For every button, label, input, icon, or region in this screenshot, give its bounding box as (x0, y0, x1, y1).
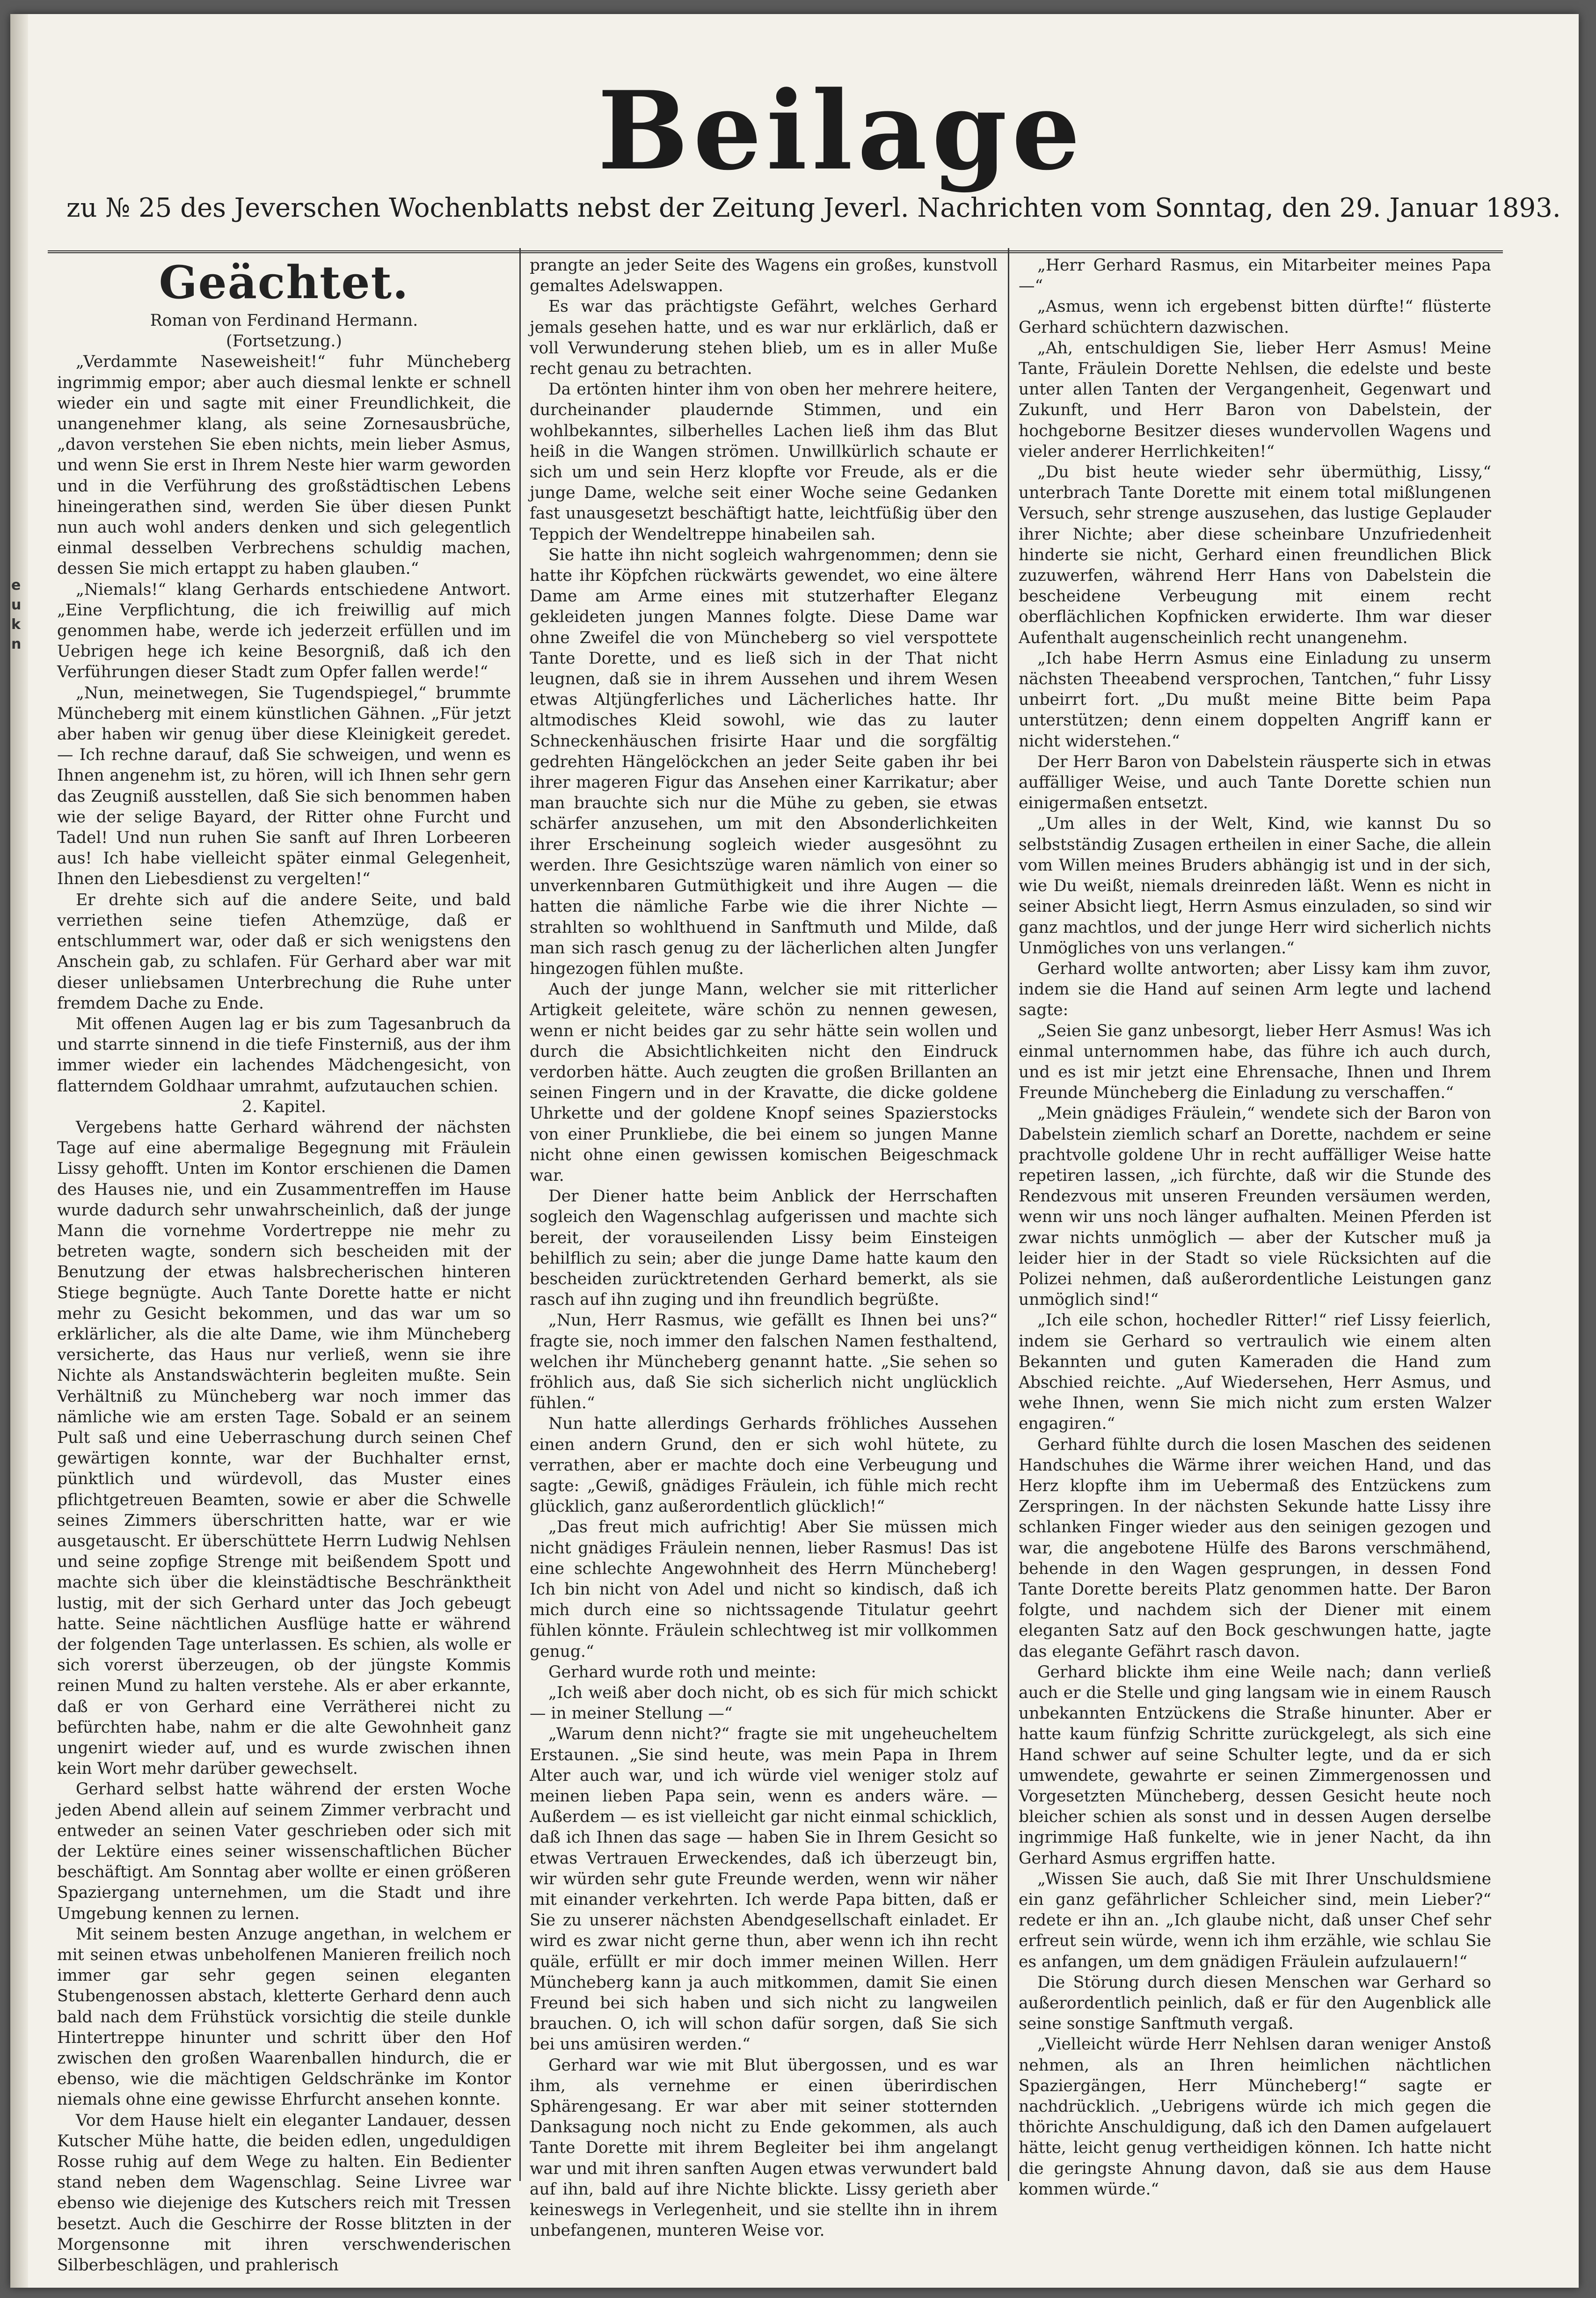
paragraph: Die Störung durch diesen Menschen war Gerhard so außerordentlich peinlich, daß er für den Augenblick alle seine sonstige Sanftmuth vergaß. (1019, 1973, 1491, 2034)
chapter-heading: 2. Kapitel. (242, 1097, 326, 1116)
article-continuation: (Fortsetzung.) (226, 332, 342, 351)
header-rule (48, 250, 1503, 253)
column-divider-2 (1008, 248, 1009, 2181)
paragraph: Mit seinem besten Anzuge angethan, in welchem er mit seinen etwas unbeholfenen Manieren freilich noch immer gar sehr gegen seinen eleganten Stubengenossen abstach, kletterte Gerhard denn auch bald nach dem Frühstück vorsichtig die steile dunkle Hintertreppe hinunter und schritt über den Hof zwischen den großen Waarenballen hindurch, die er ebenso, wie die mächtigen Geldschränke im Kontor niemals ohne eine gewisse Ehrfurcht ansehen konnte. (57, 1925, 511, 2109)
paragraph: „Nun, Herr Rasmus, wie gefällt es Ihnen bei uns?“ fragte sie, noch immer den falschen Namen festhaltend, welchen ihr Müncheberg genannt hatte. „Sie sehen so fröhlich aus, daß Sie sich sicherlich nicht unglücklich fühlen.“ (530, 1311, 998, 1413)
adjacent-page-fragment: e u k n (11, 577, 22, 652)
paragraph: „Warum denn nicht?“ fragte sie mit ungeheucheltem Erstaunen. „Sie sind heute, was mein Papa in Ihrem Alter auch war, und ich würde viel weniger stolz auf meinen lieben Papa sein, wenn es anders wäre. — Außerdem — es ist vielleicht gar nicht einmal schicklich, daß ich Ihnen das sage — haben Sie in Ihrem Gesicht so etwas Vertrauen Erweckendes, daß ich überzeugt bin, wir würden sehr gute Freunde werden, wenn wir näher mit einander verkehrten. Ich werde Papa bitten, daß er Sie zu unserer nächsten Abendgesellschaft einladet. Er wird es zwar nicht gerne thun, aber wenn ich ihn recht quäle, erfüllt er mir doch immer meinen Willen. Herr Müncheberg kann ja auch mitkommen, damit Sie einen Freund bei sich haben und sich nicht zu langweilen brauchen. O, ich will schon dafür sorgen, daß Sie sich bei uns amüsiren werden.“ (530, 1725, 998, 2054)
paragraph: prangte an jeder Seite des Wagens ein großes, kunstvoll gemaltes Adelswappen. (530, 256, 998, 296)
column-3 (1019, 255, 1491, 2199)
paragraph: Nun hatte allerdings Gerhards fröhliches Aussehen einen andern Grund, den er sich wohl hütete, zu verrathen, aber er machte doch eine Verbeugung und sagte: „Gewiß, gnädiges Fräulein, ich fühle mich recht glücklich, ganz außerordentlich glücklich!“ (530, 1414, 998, 1516)
paragraph: Gerhard wurde roth und meinte: (548, 1662, 816, 1682)
column-2 (530, 255, 998, 2240)
paragraph: „Herr Gerhard Rasmus, ein Mitarbeiter meines Papa —“ (1019, 256, 1491, 296)
paragraph: „Ah, entschuldigen Sie, lieber Herr Asmus! Meine Tante, Fräulein Dorette Nehlsen, die edelste und beste unter allen Tanten der Vergangenheit, Gegenwart und Zukunft, und Herr Baron von Dabelstein, der hochgeborne Besitzer dieses wundervollen Wagens und vieler anderer Herrlichkeiten!“ (1019, 338, 1491, 461)
masthead-subline: zu № 25 des Jeverschen Wochenblatts nebst der Zeitung Jeverl. Nachrichten vom Sonntag, den 29. Januar 1893. (66, 193, 1561, 223)
masthead-title: Beilage (598, 68, 1085, 194)
article-title: Geächtet. (159, 256, 409, 309)
paragraph: „Niemals!“ klang Gerhards entschiedene Antwort. „Eine Verpflichtung, die ich freiwillig auf mich genommen habe, werde ich jederzeit erfüllen und im Uebrigen hege ich keine Besorgniß, daß ich den Verführungen dieser Stadt zum Opfer fallen werde!“ (57, 580, 511, 682)
paragraph: Gerhard selbst hatte während der ersten Woche jeden Abend allein auf seinem Zimmer verbracht und entweder an seinen Vater geschrieben oder sich mit der Lektüre eines seiner wissenschaftlichen Bücher beschäftigt. Am Sonntag aber wollte er einen größeren Spaziergang unternehmen, um die Stadt und ihre Umgebung kennen zu lernen. (57, 1780, 511, 1923)
paragraph: Gerhard fühlte durch die losen Maschen des seidenen Handschuhes die Wärme ihrer weichen Hand, und das Herz klopfte ihm im Uebermaß des Entzückens zum Zerspringen. In der nächsten Sekunde hatte Lissy ihre schlanken Finger wieder aus den seinigen gezogen und war, die angebotene Hülfe des Barons verschmähend, behende in den Wagen gesprungen, in dessen Fond Tante Dorette bereits Platz genommen hatte. Der Baron folgte, und nachdem sich der Diener mit einem eleganten Satz auf den Bock geschwungen hatte, jagte das elegante Gefährt rasch davon. (1019, 1435, 1491, 1661)
paragraph: „Ich habe Herrn Asmus eine Einladung zu unserm nächsten Theeabend versprochen, Tantchen,“ fuhr Lissy unbeirrt fort. „Du mußt meine Bitte beim Papa unterstützen; denn einem doppelten Angriff kann er nicht widerstehen.“ (1019, 649, 1491, 751)
paragraph: Gerhard war wie mit Blut übergossen, und es war ihm, als vernehme er einen überirdischen Sphärengesang. Er war aber mit seiner stotternden Danksagung noch nicht zu Ende gekommen, als auch Tante Dorette mit ihrem Begleiter bei ihm angelangt war und mit ihren sanften Augen etwas verwundert bald auf ihn, bald auf ihre Nichte blickte. Lissy gerieth aber keineswegs in Verlegenheit, und sie stellte ihn in ihrem unbefangenen, munteren Weise vor. (530, 2056, 998, 2240)
paragraph: Mit offenen Augen lag er bis zum Tagesanbruch da und starrte sinnend in die tiefe Finsterniß, aus der ihm immer wieder ein lachendes Mädchengesicht, von flatterndem Goldhaar umrahmt, aufzutauchen schien. (57, 1014, 511, 1096)
paragraph: Vergebens hatte Gerhard während der nächsten Tage auf eine abermalige Begegnung mit Fräulein Lissy gehofft. Unten im Kontor erschienen die Damen des Hauses nie, und ein Zusammentreffen im Hause wurde dadurch sehr unwahrscheinlich, daß der junge Mann die vornehme Vordertreppe nie mehr zu betreten wagte, sondern sich bescheiden mit der Benutzung der etwas halsbrecherischen hinteren Stiege begnügte. Auch Tante Dorette hatte er nicht mehr zu Gesicht bekommen, und das war um so erklärlicher, als die alte Dame, wie ihm Müncheberg versicherte, das Haus nur verließ, wenn sie ihre Nichte als Anstandswächterin begleiten mußte. Sein Verhältniß zu Müncheberg war noch immer das nämliche wie am ersten Tage. Sobald er an seinem Pult saß und eine Ueberraschung durch seinen Chef gewärtigen konnte, war der Buchhalter ernst, pünktlich und würdevoll, das Muster eines pflichtgetreuen Beamten, sowie er aber die Schwelle seines Zimmers überschritten hatte, war er wie ausgetauscht. Er überschüttete Herrn Ludwig Nehlsen und seine zopfige Strenge mit beißendem Spott und machte sich über die kleinstädtische Beschränktheit lustig, mit der sich Gerhard unter das Joch gebeugt hatte. Seine nächtlichen Ausflüge hatte er während der folgenden Tage unterlassen. Es schien, als wolle er sich vorerst überzeugen, ob der jüngste Kommis reinen Mund zu halten verstehe. Als er aber erkannte, daß er von Gerhard eine Verrätherei nicht zu befürchten habe, nahm er die alte Gewohnheit ganz ungenirt wieder auf, und es wurde zwischen ihnen kein Wort mehr darüber gewechselt. (57, 1118, 511, 1778)
paragraph: „Asmus, wenn ich ergebenst bitten dürfte!“ flüsterte Gerhard schüchtern dazwischen. (1019, 297, 1491, 337)
paragraph: „Seien Sie ganz unbesorgt, lieber Herr Asmus! Was ich einmal unternommen habe, das führe ich auch durch, und es ist mir jetzt eine Ehrensache, Ihnen und Ihrem Freunde Müncheberg die Einladung zu verschaffen.“ (1019, 1021, 1491, 1103)
paragraph: „Wissen Sie auch, daß Sie mit Ihrer Unschuldsmiene ein ganz gefährlicher Schleicher sind, mein Lieber?“ redete er ihn an. „Ich glaube nicht, daß unser Chef sehr erfreut sein würde, wenn ich ihm erzähle, wie schlau Sie es anfangen, um dem gnädigen Fräulein aufzulauern!“ (1019, 1869, 1491, 1971)
paragraph: Gerhard blickte ihm eine Weile nach; dann verließ auch er die Stelle und ging langsam wie in einem Rausch unbekannten Entzückens die Straße hinunter. Aber er hatte kaum fünfzig Schritte zurückgelegt, als sich eine Hand schwer auf seine Schulter legte, und da er sich umwendete, gewahrte er seinen Zimmergenossen und Vorgesetzten Müncheberg, dessen Gesicht heute noch bleicher schien als sonst und in dessen Augen derselbe ingrimmige Haß funkelte, wie in jener Nacht, da ihn Gerhard Asmus ergriffen hatte. (1019, 1662, 1491, 1868)
paragraph: Gerhard wollte antworten; aber Lissy kam ihm zuvor, indem sie die Hand auf seinen Arm legte und lachend sagte: (1019, 959, 1491, 1020)
article-byline: Roman von Ferdinand Hermann. (150, 311, 418, 330)
paragraph: „Um alles in der Welt, Kind, wie kannst Du so selbstständig Zusagen ertheilen in einer Sache, die allein vom Willen meines Bruders abhängig ist und in der sich, wie Du weißt, niemals dreinreden läßt. Wenn es nicht in seiner Absicht liegt, Herrn Asmus einzuladen, so sind wir ganz machtlos, und der junge Herr wird sicherlich nichts Unmögliches von uns verlangen.“ (1019, 814, 1491, 958)
paragraph: Es war das prächtigste Gefährt, welches Gerhard jemals gesehen hatte, und es war nur erklärlich, daß er voll Verwunderung stehen blieb, um es in aller Muße recht genau zu betrachten. (530, 297, 998, 379)
paragraph: „Du bist heute wieder sehr übermüthig, Lissy,“ unterbrach Tante Dorette mit einem total mißlungenen Versuch, sehr strenge auszusehen, das lustige Geplauder ihrer Nichte; aber diese scheinbare Unzufriedenheit hinderte sie nicht, Gerhard einen freundlichen Blick zuzuwerfen, während Herr Hans von Dabelstein die bescheidene Verbeugung mit einem recht oberflächlichen Kopfnicken erwiderte. Ihm war dieser Aufenthalt augenscheinlich recht unangenehm. (1019, 463, 1491, 647)
paragraph: Er drehte sich auf die andere Seite, und bald verriethen seine tiefen Athemzüge, daß er entschlummert war, oder daß er sich wenigstens den Anschein gab, zu schlafen. Für Gerhard aber war mit dieser unliebsamen Unterbrechung die Ruhe unter fremdem Dache zu Ende. (57, 890, 511, 1013)
binding-edge (10, 14, 28, 2288)
paragraph: „Verdammte Naseweisheit!“ fuhr Müncheberg ingrimmig empor; aber auch diesmal lenkte er schnell wieder ein und sagte mit einer Freundlichkeit, die unangenehmer klang, als seine Zornesausbrüche, „davon verstehen Sie eben nichts, mein lieber Asmus, und wenn Sie erst in Ihrem Neste hier warm geworden und in die Verführung des großstädtischen Lebens hineingerathen sind, werden Sie über diesen Punkt nun auch wohl anders denken und sich gelegentlich einmal desselben Verbrechens schuldig machen, dessen Sie mich ertappt zu haben glauben.“ (57, 352, 511, 578)
paragraph: „Ich weiß aber doch nicht, ob es sich für mich schickt — in meiner Stellung —“ (530, 1683, 998, 1723)
column-1 (57, 255, 511, 2275)
paragraph: „Ich eile schon, hochedler Ritter!“ rief Lissy feierlich, indem sie Gerhard so vertraulich wie einem alten Bekannten und guten Kameraden die Hand zum Abschied reichte. „Auf Wiedersehen, Herr Asmus, und wehe Ihnen, wenn Sie mich nicht zum ersten Walzer engagiren.“ (1019, 1311, 1491, 1434)
paragraph: Der Herr Baron von Dabelstein räusperte sich in etwas auffälliger Weise, und auch Tante Dorette schien nun einigermaßen entsetzt. (1019, 752, 1491, 813)
paragraph: „Das freut mich aufrichtig! Aber Sie müssen mich nicht gnädiges Fräulein nennen, lieber Rasmus! Das ist eine schlechte Angewohnheit des Herrn Müncheberg! Ich bin nicht von Adel und nicht so kindisch, daß ich mich durch eine so nichtssagende Titulatur geehrt fühlen könnte. Fräulein schlechtweg ist mir vollkommen genug.“ (530, 1518, 998, 1661)
paragraph: „Mein gnädiges Fräulein,“ wendete sich der Baron von Dabelstein ziemlich scharf an Dorette, nachdem er seine prachtvolle goldene Uhr in recht auffälliger Weise hatte repetiren lassen, „ich fürchte, daß wir die Stunde des Rendezvous mit unseren Freunden versäumen werden, wenn wir uns noch länger aufhalten. Meinen Pferden ist zwar nichts unmöglich — aber der Kutscher muß ja leider hier in der Stadt so viele Rücksichten auf die Polizei nehmen, daß außerordentliche Leistungen ganz unmöglich sind!“ (1019, 1104, 1491, 1310)
paragraph: Sie hatte ihn nicht sogleich wahrgenommen; denn sie hatte ihr Köpfchen rückwärts gewendet, wo eine ältere Dame am Arme eines mit stutzerhafter Eleganz gekleideten jungen Mannes folgte. Diese Dame war ohne Zweifel die von Müncheberg so viel verspottete Tante Dorette, und es ließ sich in der That nicht leugnen, daß sie in ihrem Aussehen und ihrem Wesen etwas Altjüngferliches und Lächerliches hatte. Ihr altmodisches Kleid sowohl, wie das zu lauter Schneckenhäuschen frisirte Haar und die sorgfältig gedrehten Hängelöckchen an jeder Seite gaben ihr bei ihrer mageren Figur das Ansehen einer Karrikatur; aber man brauchte sich nur die Mühe zu geben, sie etwas schärfer anzusehen, um mit den Absonderlichkeiten ihrer Erscheinung sogleich wieder ausgesöhnt zu werden. Ihre Gesichtszüge waren nämlich von einer so unverkennbaren Gutmüthigkeit und ihre Augen — die hatten die nämliche Farbe wie die ihrer Nichte — strahlten so wohlthuend in Sanftmuth und Milde, daß man sich rasch genug zu der lächerlichen alten Jungfer hingezogen fühlen mußte. (530, 545, 998, 978)
paragraph: „Nun, meinetwegen, Sie Tugendspiegel,“ brummte Müncheberg mit einem künstlichen Gähnen. „Für jetzt aber haben wir genug über diese Kleinigkeit geredet. — Ich rechne darauf, daß Sie schweigen, und wenn es Ihnen angenehm ist, zu hören, will ich Ihnen sehr gern das Zeugniß ausstellen, daß Sie sich benommen haben wie der selige Bayard, der Ritter ohne Furcht und Tadel! Und nun ruhen Sie sanft auf Ihren Lorbeeren aus! Ich habe vielleicht später einmal Gelegenheit, Ihnen den Liebesdienst zu vergelten!“ (57, 683, 511, 889)
paragraph: Vor dem Hause hielt ein eleganter Landauer, dessen Kutscher Mühe hatte, die beiden edlen, ungeduldigen Rosse ruhig auf dem Wege zu halten. Ein Bedienter stand neben dem Wagenschlag. Seine Livree war ebenso wie diejenige des Kutschers reich mit Tressen besetzt. Auch die Geschirre der Rosse blitzten in der Morgensonne mit ihren verschwenderischen Silberbeschlägen, und prahlerisch (57, 2111, 511, 2275)
paragraph: Da ertönten hinter ihm von oben her mehrere heitere, durcheinander plaudernde Stimmen, und ein wohlbekanntes, silberhelles Lachen ließ ihm das Blut heiß in die Wangen strömen. Unwillkürlich schaute er sich um und sein Herz klopfte vor Freude, als er die junge Dame, welche seit einer Woche seine Gedanken fast unausgesetzt beschäftigt hatte, leichtfüßig über den Teppich der Wendeltreppe hinabeilen sah. (530, 380, 998, 544)
newspaper-page (10, 14, 1579, 2288)
paragraph: Der Diener hatte beim Anblick der Herrschaften sogleich den Wagenschlag aufgerissen und machte sich bereit, der vorauseilenden Lissy beim Einsteigen behilflich zu sein; aber die junge Dame hatte kaum den bescheiden zurücktretenden Gerhard bemerkt, als sie rasch auf ihn zuging und ihn freundlich begrüßte. (530, 1187, 998, 1310)
paragraph: Auch der junge Mann, welcher sie mit ritterlicher Artigkeit geleitete, wäre schön zu nennen gewesen, wenn er nicht beides gar zu sehr hätte sein wollen und durch die Absichtlichkeiten nicht den Eindruck verdorben hätte. Auch zeugten die großen Brillanten an seinen Fingern und in der Kravatte, die dicke goldene Uhrkette und der goldene Knopf seines Spazierstocks von einer Prunkliebe, die bei einem so jungen Manne nicht ohne einen gewissen komischen Beigeschmack war. (530, 980, 998, 1185)
column-divider-1 (519, 248, 521, 2181)
paragraph: „Vielleicht würde Herr Nehlsen daran weniger Anstoß nehmen, als an Ihren heimlichen nächtlichen Spaziergängen, Herr Müncheberg!“ sagte er nachdrücklich. „Uebrigens würde ich mich gegen die thörichte Anschuldigung, daß ich den Damen aufgelauert hätte, leicht genug vertheidigen können. Ich hatte nicht die geringste Ahnung davon, daß sie aus dem Hause kommen würde.“ (1019, 2035, 1491, 2199)
